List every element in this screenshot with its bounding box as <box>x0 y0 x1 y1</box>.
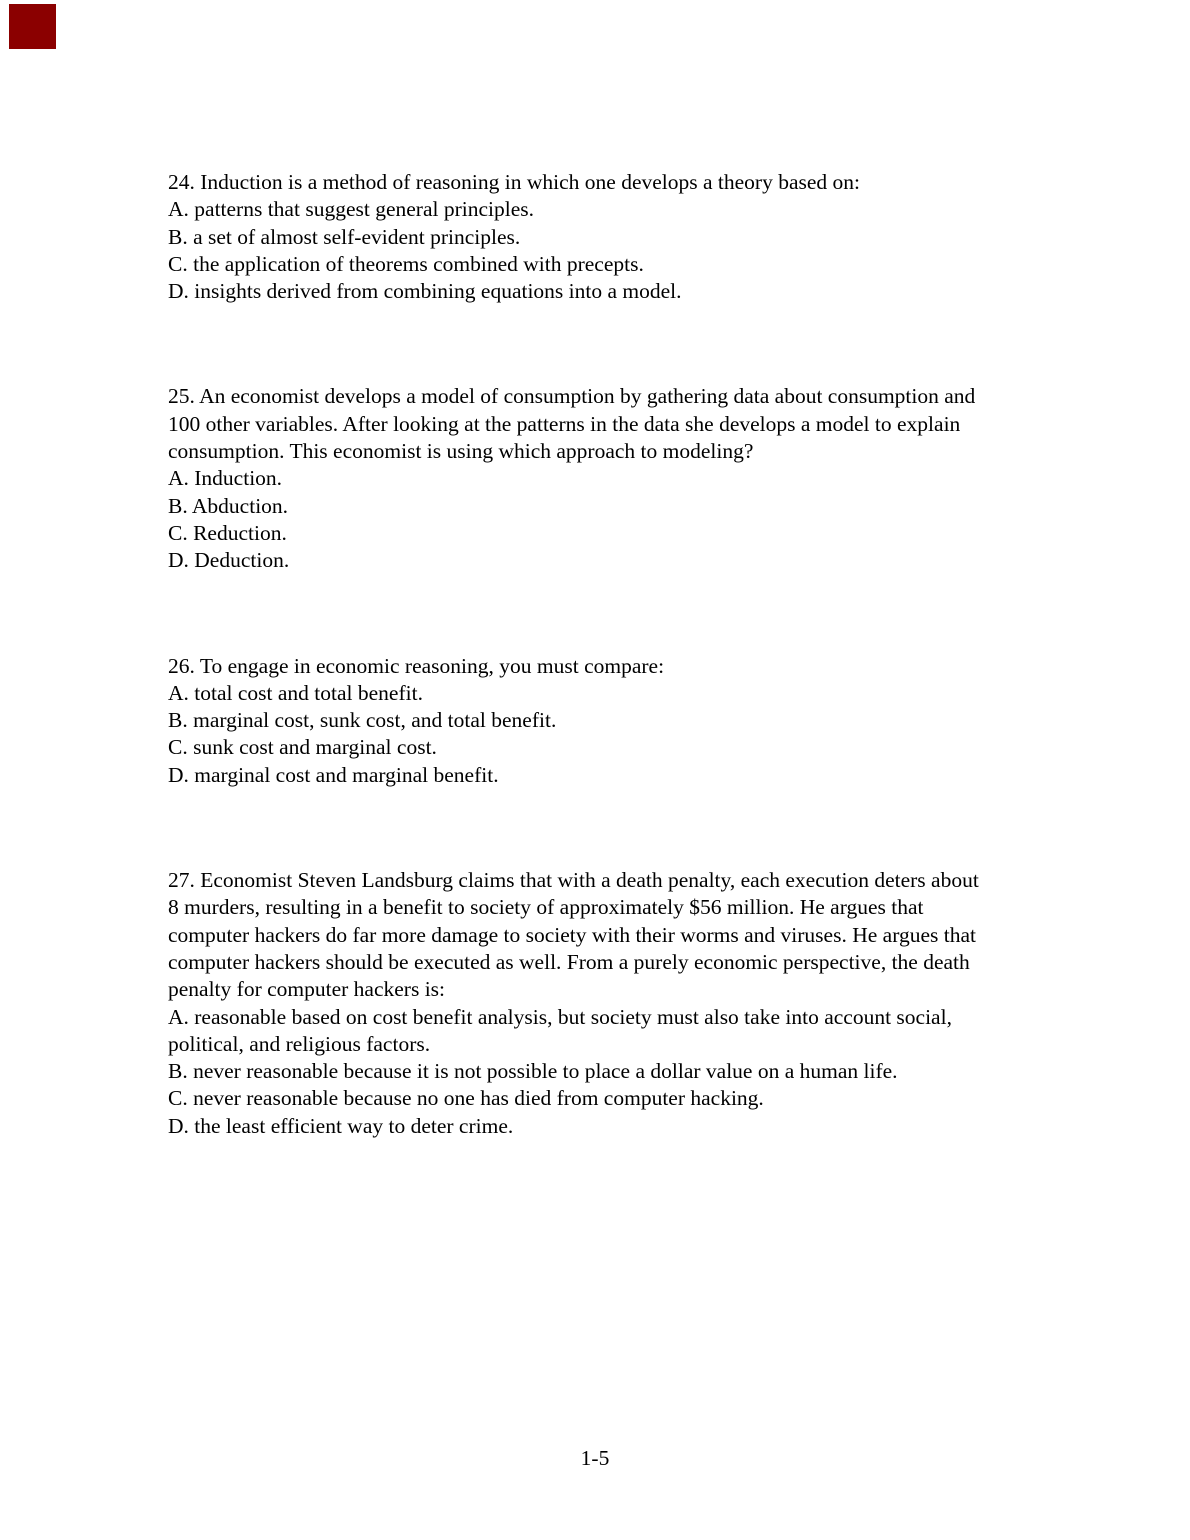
question-list <box>168 169 1088 1140</box>
answer-option-line: C. sunk cost and marginal cost. <box>168 735 437 760</box>
question-27 <box>168 867 1088 1140</box>
question-stem-line: computer hackers do far more damage to society with their worms and viruses. He argues that <box>168 922 976 947</box>
question-stem-line: penalty for computer hackers is: <box>168 977 446 1002</box>
question-stem-line: 27. Economist Steven Landsburg claims that with a death penalty, each execution deters about <box>168 868 979 893</box>
question-stem-line: 100 other variables. After looking at the patterns in the data she develops a model to explain <box>168 411 961 436</box>
answer-option-line: B. never reasonable because it is not possible to place a dollar value on a human life. <box>168 1059 898 1084</box>
answer-option-line: A. total cost and total benefit. <box>168 680 423 705</box>
question-25 <box>168 383 1088 574</box>
answer-option-line: A. reasonable based on cost benefit analysis, but society must also take into account social, <box>168 1004 952 1029</box>
question-stem-line: 8 murders, resulting in a benefit to society of approximately $56 million. He argues that <box>168 895 924 920</box>
answer-option-line: D. the least efficient way to deter crime. <box>168 1113 514 1138</box>
page-footer <box>0 1445 1190 1472</box>
answer-option-line: D. Deduction. <box>168 548 290 573</box>
question-stem-line: computer hackers should be executed as well. From a purely economic perspective, the death <box>168 949 970 974</box>
answer-option-line: political, and religious factors. <box>168 1031 431 1056</box>
answer-option-line: A. patterns that suggest general principles. <box>168 197 534 222</box>
question-stem-line: 24. Induction is a method of reasoning in which one develops a theory based on: <box>168 170 861 194</box>
answer-option-line: C. the application of theorems combined with precepts. <box>168 251 644 276</box>
question-26 <box>168 653 1088 789</box>
corner-mark <box>9 4 56 49</box>
page-number: 1-5 <box>580 1446 610 1470</box>
answer-option-line: A. Induction. <box>168 466 283 491</box>
answer-option-line: B. marginal cost, sunk cost, and total benefit. <box>168 708 557 733</box>
answer-option-line: C. Reduction. <box>168 520 287 545</box>
answer-option-line: D. insights derived from combining equations into a model. <box>168 279 682 304</box>
answer-option-line: C. never reasonable because no one has died from computer hacking. <box>168 1086 764 1111</box>
question-stem-line: consumption. This economist is using which approach to modeling? <box>168 439 754 464</box>
question-stem-line: 25. An economist develops a model of consumption by gathering data about consumption and <box>168 384 976 409</box>
answer-option-line: D. marginal cost and marginal benefit. <box>168 762 499 787</box>
question-24 <box>168 169 1088 305</box>
question-stem-line: 26. To engage in economic reasoning, you must compare: <box>168 653 665 678</box>
answer-option-line: B. Abduction. <box>168 493 289 518</box>
answer-option-line: B. a set of almost self-evident principles. <box>168 224 521 249</box>
